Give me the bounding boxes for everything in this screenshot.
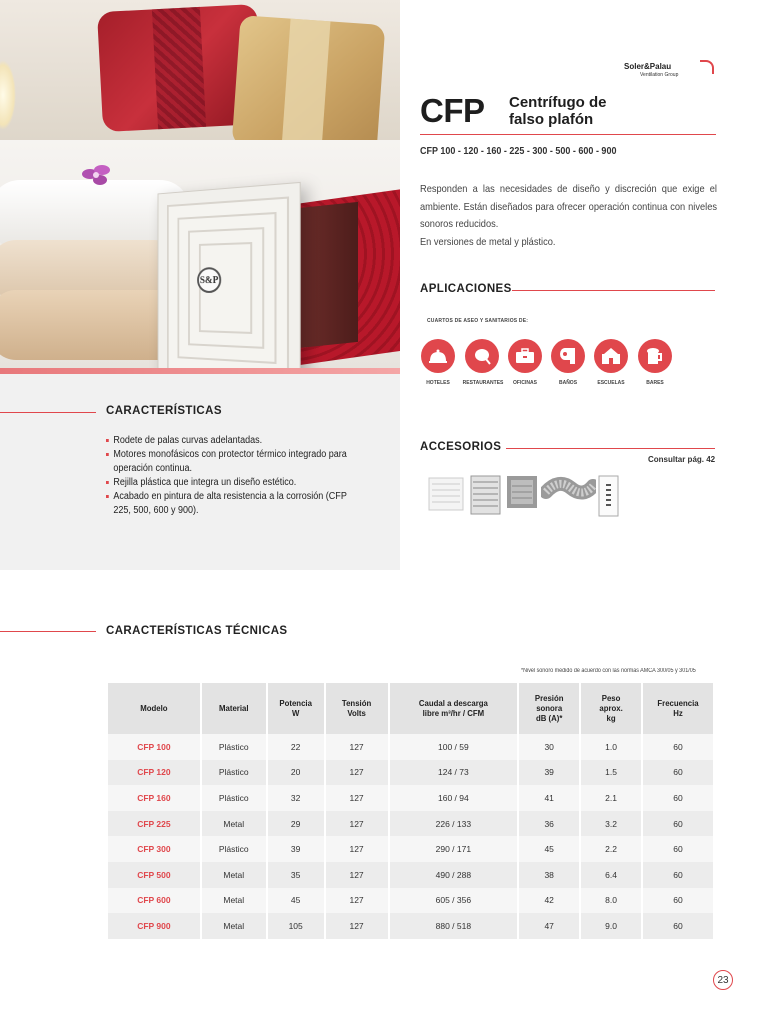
table-cell: 490 / 288 xyxy=(389,862,519,888)
cell-model: CFP 225 xyxy=(108,811,201,837)
applications-title: APLICACIONES xyxy=(420,283,512,295)
accessories-page-ref: Consultar pág. 42 xyxy=(648,455,716,464)
col-header-frecuencia: Frecuencia Hz xyxy=(642,683,714,734)
col-header-peso: Peso aprox. kg xyxy=(580,683,642,734)
table-cell: 60 xyxy=(642,862,714,888)
table-cell: 60 xyxy=(642,836,714,862)
table-cell: 29 xyxy=(267,811,325,837)
table-cell: Plástico xyxy=(201,734,267,760)
col-header-material: Material xyxy=(201,683,267,734)
tech-specs-title: CARACTERÍSTICAS TÉCNICAS xyxy=(106,625,288,637)
accessory-metal-grille-icon xyxy=(506,474,538,516)
features-title: CARACTERÍSTICAS xyxy=(106,405,222,417)
table-cell: 60 xyxy=(642,760,714,786)
accent-bar xyxy=(0,368,400,374)
table-header-row xyxy=(108,683,714,734)
fan-housing xyxy=(298,202,358,348)
brand-mark-icon xyxy=(700,60,714,74)
table-cell: 41 xyxy=(518,785,580,811)
table-cell: 22 xyxy=(267,734,325,760)
tech-specs-body xyxy=(108,734,714,939)
table-cell: 127 xyxy=(325,785,389,811)
brand-subtitle: Ventilation Group xyxy=(640,72,679,78)
briefcase-icon xyxy=(508,339,542,373)
cell-model: CFP 160 xyxy=(108,785,201,811)
table-cell: 3.2 xyxy=(580,811,642,837)
table-cell: 60 xyxy=(642,888,714,914)
col-header-caudal: Caudal a descarga libre m³/hr / CFM xyxy=(389,683,519,734)
table-cell: 1.5 xyxy=(580,760,642,786)
col-header-potencia: Potencia W xyxy=(267,683,325,734)
application-label: HOTELES xyxy=(426,380,450,386)
col-header-presion: Presión sonora dB (A)* xyxy=(518,683,580,734)
table-cell: 60 xyxy=(642,811,714,837)
table-row xyxy=(108,811,714,837)
table-cell: 47 xyxy=(518,913,580,939)
table-cell: 160 / 94 xyxy=(389,785,519,811)
table-cell: 226 / 133 xyxy=(389,811,519,837)
table-cell: 38 xyxy=(518,862,580,888)
accessory-grille-white-icon xyxy=(428,474,466,516)
table-cell: Metal xyxy=(201,862,267,888)
table-cell: 127 xyxy=(325,760,389,786)
feature-item: Motores monofásicos con protector térmico integrado para operación continua. xyxy=(106,448,354,476)
table-cell: 8.0 xyxy=(580,888,642,914)
table-cell: 32 xyxy=(267,785,325,811)
table-cell: 35 xyxy=(267,862,325,888)
col-header-tension: Tensión Volts xyxy=(325,683,389,734)
section-line xyxy=(506,448,715,449)
fan-grille xyxy=(158,182,301,368)
intro-text: Responden a las necesidades de diseño y discreción que exige el ambiente. Están diseñados para ofrecer operación continua con niveles sonoros reducidos. xyxy=(420,184,717,231)
table-cell: 36 xyxy=(518,811,580,837)
sp-logo-icon: S&P xyxy=(197,267,221,293)
table-cell: 45 xyxy=(267,888,325,914)
table-cell: 100 / 59 xyxy=(389,734,519,760)
table-cell: 127 xyxy=(325,734,389,760)
table-cell: Plástico xyxy=(201,785,267,811)
table-cell: 60 xyxy=(642,734,714,760)
table-cell: 30 xyxy=(518,734,580,760)
page-number: 23 xyxy=(713,970,733,990)
table-cell: 127 xyxy=(325,836,389,862)
sound-level-note: *Nivel sonoro medido de acuerdo con las normas AMCA 300/05 y 301/05 xyxy=(521,668,696,674)
toilet-paper-icon xyxy=(551,339,585,373)
table-cell: 127 xyxy=(325,811,389,837)
feature-item: Acabado en pintura de alta resistencia a la corrosión (CFP 225, 500, 600 y 900). xyxy=(106,490,354,518)
table-cell: Metal xyxy=(201,913,267,939)
table-row xyxy=(108,888,714,914)
hero-photo xyxy=(0,0,400,368)
model-list: CFP 100 - 120 - 160 - 225 - 300 - 500 - 600 - 900 xyxy=(420,146,617,157)
application-label: OFICINAS xyxy=(513,380,537,386)
table-cell: 39 xyxy=(267,836,325,862)
application-label: RESTAURANTES xyxy=(462,380,504,386)
food-icon xyxy=(465,339,499,373)
section-line xyxy=(0,412,96,413)
brand-name: Soler&Palau xyxy=(624,62,672,71)
table-cell: Plástico xyxy=(201,836,267,862)
table-cell: 9.0 xyxy=(580,913,642,939)
table-row xyxy=(108,734,714,760)
features-list xyxy=(106,434,354,518)
intro-text-2: En versiones de metal y plástico. xyxy=(420,236,556,248)
table-cell: 124 / 73 xyxy=(389,760,519,786)
table-cell: 6.4 xyxy=(580,862,642,888)
table-row xyxy=(108,836,714,862)
beer-icon xyxy=(638,339,672,373)
table-cell: Plástico xyxy=(201,760,267,786)
application-label: BARES xyxy=(646,380,664,386)
application-label: BAÑOS xyxy=(558,380,578,386)
application-label: ESCUELAS xyxy=(597,380,625,386)
table-cell: 42 xyxy=(518,888,580,914)
cell-model: CFP 500 xyxy=(108,862,201,888)
gold-pillow xyxy=(232,15,386,155)
section-line xyxy=(512,290,715,291)
orchid-flower xyxy=(78,160,118,190)
table-cell: 105 xyxy=(267,913,325,939)
table-row xyxy=(108,913,714,939)
bell-icon xyxy=(421,339,455,373)
applications-caption: CUARTOS DE ASEO Y SANITARIOS DE: xyxy=(427,318,529,324)
product-intro xyxy=(420,181,717,251)
product-code: CFP xyxy=(420,92,485,129)
title-underline xyxy=(420,134,716,135)
tech-specs-table xyxy=(108,683,715,939)
school-icon xyxy=(594,339,628,373)
table-cell: 60 xyxy=(642,913,714,939)
feature-item: Rejilla plástica que integra un diseño estético. xyxy=(106,476,354,490)
cell-model: CFP 900 xyxy=(108,913,201,939)
table-cell: 127 xyxy=(325,888,389,914)
table-cell: 127 xyxy=(325,862,389,888)
table-cell: 290 / 171 xyxy=(389,836,519,862)
table-row xyxy=(108,785,714,811)
cell-model: CFP 300 xyxy=(108,836,201,862)
table-cell: 127 xyxy=(325,913,389,939)
accessory-flex-duct-icon xyxy=(541,474,596,516)
cell-model: CFP 600 xyxy=(108,888,201,914)
table-cell: 2.2 xyxy=(580,836,642,862)
table-cell: 60 xyxy=(642,785,714,811)
accessory-louver-icon xyxy=(470,474,502,516)
cell-model: CFP 100 xyxy=(108,734,201,760)
table-cell: Metal xyxy=(201,811,267,837)
product-description: Centrífugo de falso plafón xyxy=(509,94,607,128)
table-cell: Metal xyxy=(201,888,267,914)
feature-item: Rodete de palas curvas adelantadas. xyxy=(106,434,354,448)
col-header-modelo: Modelo xyxy=(108,683,201,734)
table-row xyxy=(108,760,714,786)
table-cell: 2.1 xyxy=(580,785,642,811)
accessories-title: ACCESORIOS xyxy=(420,441,502,453)
table-cell: 880 / 518 xyxy=(389,913,519,939)
brand-logo xyxy=(624,60,718,80)
table-cell: 39 xyxy=(518,760,580,786)
section-line xyxy=(0,631,96,632)
accessory-speed-control-icon xyxy=(598,474,620,516)
cell-model: CFP 120 xyxy=(108,760,201,786)
table-row xyxy=(108,862,714,888)
table-cell: 605 / 356 xyxy=(389,888,519,914)
table-cell: 1.0 xyxy=(580,734,642,760)
table-cell: 45 xyxy=(518,836,580,862)
table-cell: 20 xyxy=(267,760,325,786)
